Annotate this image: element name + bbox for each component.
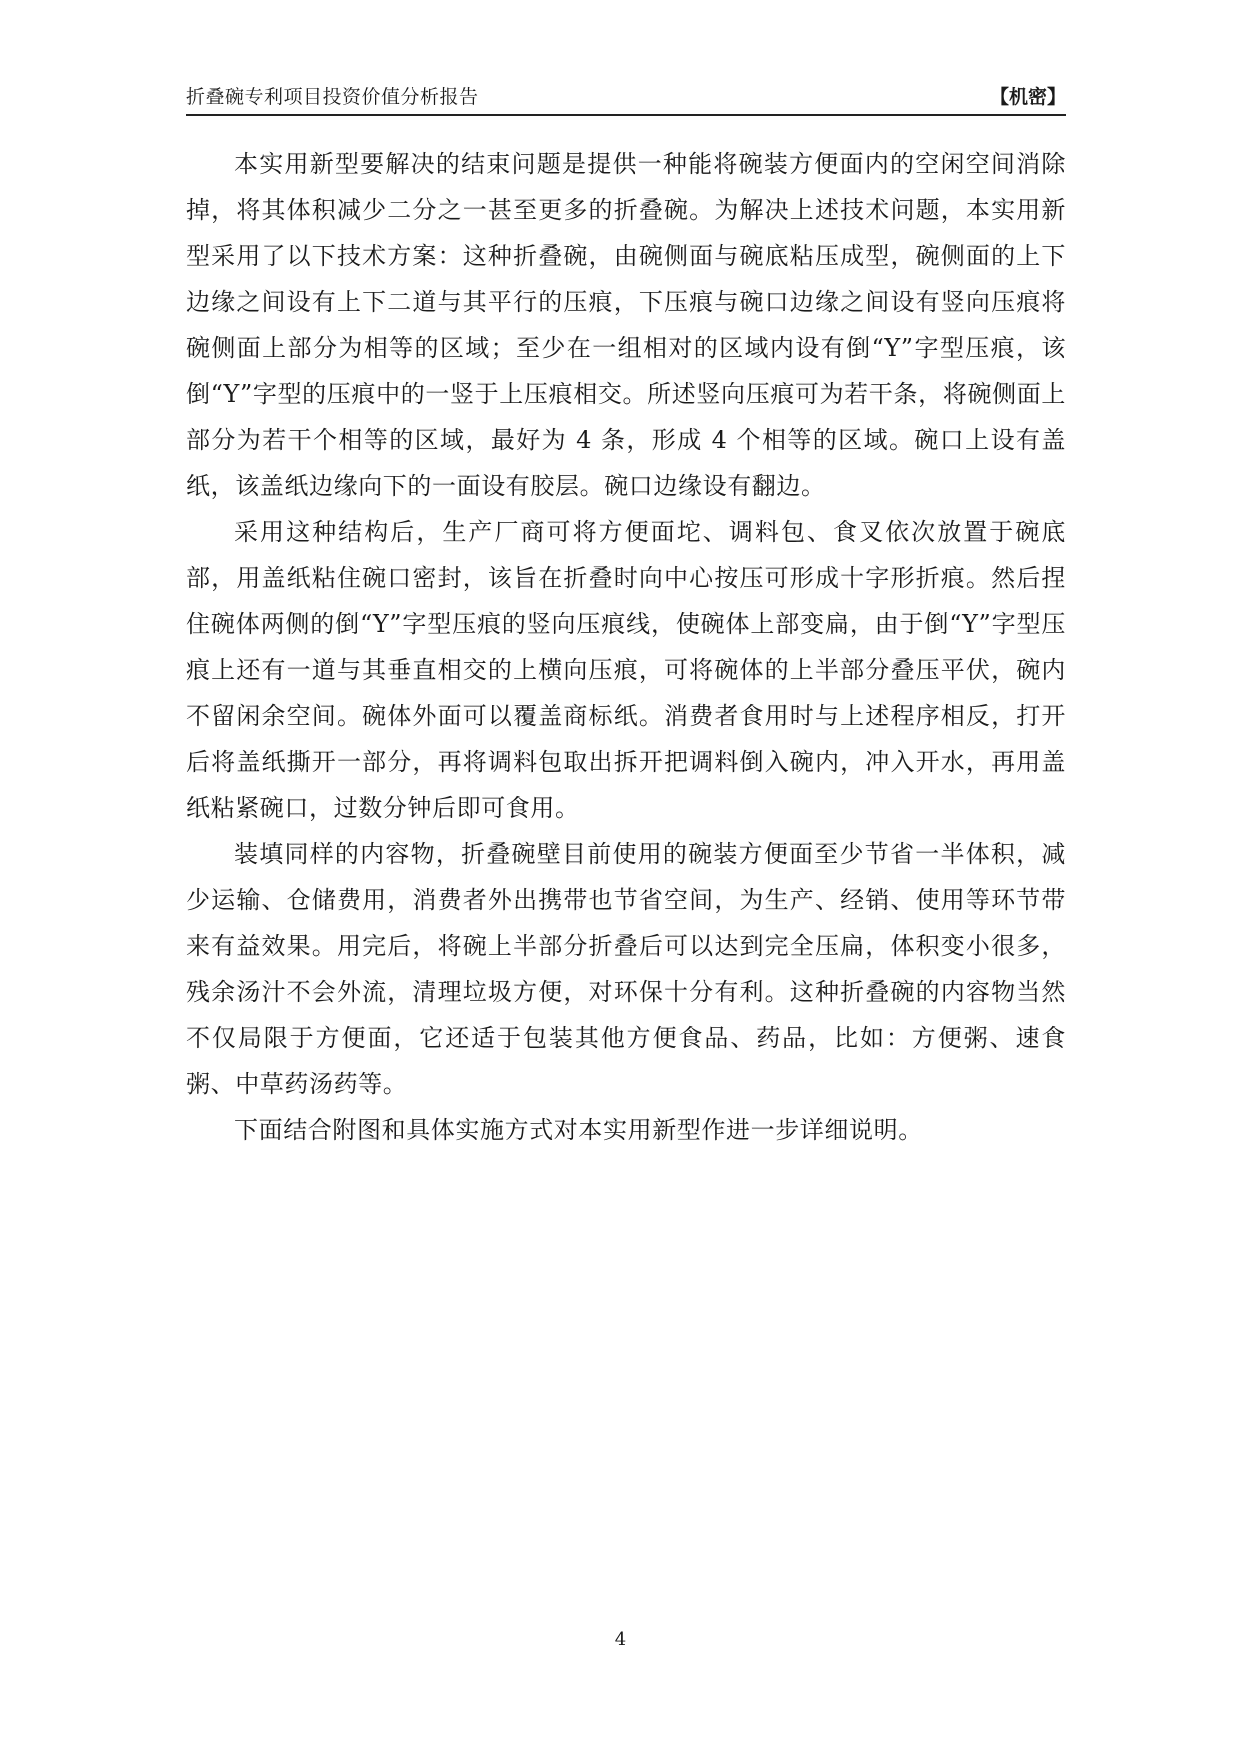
body-content	[186, 141, 1066, 1153]
paragraph: 采用这种结构后，生产厂商可将方便面坨、调料包、食叉依次放置于碗底部，用盖纸粘住碗口密封，该旨在折叠时向中心按压可形成十字形折痕。然后捏住碗体两侧的倒“Y”字型压痕的竖向压痕线，使碗体上部变扁，由于倒“Y”字型压痕上还有一道与其垂直相交的上横向压痕，可将碗体的上半部分叠压平伏，碗内不留闲余空间。碗体外面可以覆盖商标纸。消费者食用时与上述程序相反，打开后将盖纸撕开一部分，再将调料包取出拆开把调料倒入碗内，冲入开水，再用盖纸粘紧碗口，过数分钟后即可食用。	[186, 518, 1066, 822]
document-title: 折叠碗专利项目投资价值分析报告	[186, 86, 479, 108]
paragraph: 本实用新型要解决的结束问题是提供一种能将碗装方便面内的空闲空间消除掉，将其体积减少二分之一甚至更多的折叠碗。为解决上述技术问题，本实用新型采用了以下技术方案：这种折叠碗，由碗侧面与碗底粘压成型，碗侧面的上下边缘之间设有上下二道与其平行的压痕，下压痕与碗口边缘之间设有竖向压痕将碗侧面上部分为相等的区域；至少在一组相对的区域内设有倒“Y”字型压痕，该倒“Y”字型的压痕中的一竖于上压痕相交。所述竖向压痕可为若干条，将碗侧面上部分为若干个相等的区域，最好为 4 条，形成 4 个相等的区域。碗口上设有盖纸，该盖纸边缘向下的一面设有胶层。碗口边缘设有翻边。	[186, 150, 1066, 500]
page-number: 4	[614, 1629, 627, 1650]
paragraph: 下面结合附图和具体实施方式对本实用新型作进一步详细说明。	[234, 1116, 923, 1144]
confidential-label: 【机密】	[989, 86, 1066, 108]
page-header	[186, 84, 1066, 116]
paragraph: 装填同样的内容物，折叠碗壁目前使用的碗装方便面至少节省一半体积，减少运输、仓储费用，消费者外出携带也节省空间，为生产、经销、使用等环节带来有益效果。用完后，将碗上半部分折叠后可以达到完全压扁，体积变小很多，残余汤汁不会外流，清理垃圾方便，对环保十分有利。这种折叠碗的内容物当然不仅局限于方便面，它还适于包装其他方便食品、药品，比如：方便粥、速食粥、中草药汤药等。	[186, 840, 1066, 1098]
